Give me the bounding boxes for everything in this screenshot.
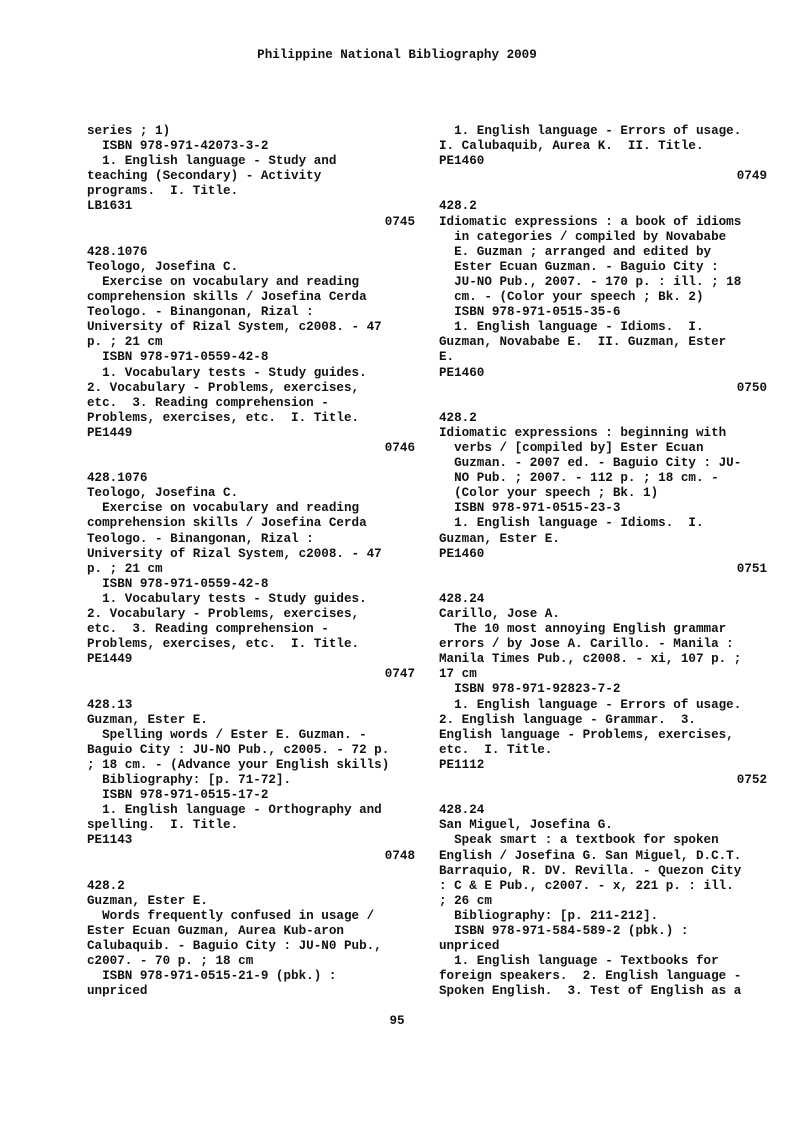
text-line: Guzman. - 2007 ed. - Baguio City : JU- xyxy=(439,456,742,471)
text-line: University of Rizal System, c2008. - 47 xyxy=(87,546,382,561)
text-line: ISBN 978-971-42073-3-2 xyxy=(87,139,269,154)
text-line: 1. English language - Errors of usage. xyxy=(439,124,742,138)
text-line: verbs / [compiled by] Ester Ecuan xyxy=(439,440,704,455)
text-line: 1. Vocabulary tests - Study guides. xyxy=(87,591,367,606)
text-line: 428.2 xyxy=(87,878,125,893)
left-column xyxy=(87,124,415,999)
blank-line xyxy=(87,682,415,697)
text-line: The 10 most annoying English grammar xyxy=(439,622,727,637)
text-line: 17 cm xyxy=(439,667,477,682)
text-line: PE1460 xyxy=(439,365,485,380)
text-line: etc. I. Title. xyxy=(439,742,553,757)
text-line: Teologo. - Binangonan, Rizal : xyxy=(87,305,314,320)
entry-number: 0747 xyxy=(384,667,415,682)
text-line: Manila Times Pub., c2008. - xi, 107 p. ; xyxy=(439,652,742,667)
text-line: 1. Vocabulary tests - Study guides. xyxy=(87,365,367,380)
blank-line xyxy=(439,788,767,803)
text-line: (Color your speech ; Bk. 1) xyxy=(439,486,659,501)
text-line: ISBN 978-971-584-589-2 (pbk.) : xyxy=(439,923,689,938)
page-number: 95 xyxy=(389,1014,405,1028)
text-line: spelling. I. Title. xyxy=(87,818,239,833)
text-line: PE1143 xyxy=(87,833,133,848)
text-line: Guzman, Ester E. xyxy=(87,712,208,727)
text-line: E. Guzman ; arranged and edited by xyxy=(439,244,712,259)
text-line: NO Pub. ; 2007. - 112 p. ; 18 cm. - xyxy=(439,471,719,486)
text-line: ISBN 978-971-0559-42-8 xyxy=(87,350,269,365)
text-line: unpriced xyxy=(87,984,148,999)
text-line: Exercise on vocabulary and reading xyxy=(87,501,360,516)
text-line: etc. 3. Reading comprehension - xyxy=(87,395,329,410)
text-line: ; 18 cm. - (Advance your English skills) xyxy=(87,757,390,772)
text-line: PE1449 xyxy=(87,425,133,440)
text-line: in categories / compiled by Novababe xyxy=(439,229,727,244)
text-line: teaching (Secondary) - Activity xyxy=(87,169,322,184)
blank-line xyxy=(87,456,415,471)
text-line: Idiomatic expressions : beginning with xyxy=(439,425,727,440)
text-line: Teologo. - Binangonan, Rizal : xyxy=(87,531,314,546)
text-line: etc. 3. Reading comprehension - xyxy=(87,622,329,637)
text-line: Carillo, Jose A. xyxy=(439,607,560,621)
text-line: Bibliography: [p. 71-72]. xyxy=(87,773,292,788)
text-line: Speak smart : a textbook for spoken xyxy=(439,833,719,848)
text-line: I. Calubaquib, Aurea K. II. Title. xyxy=(439,139,704,154)
text-line: ISBN 978-971-0515-21-9 (pbk.) : xyxy=(87,969,337,984)
text-line: PE1449 xyxy=(87,652,133,667)
text-line: Spelling words / Ester E. Guzman. - xyxy=(87,727,367,742)
text-line: Guzman, Novababe E. II. Guzman, Ester xyxy=(439,335,727,350)
text-line: 428.1076 xyxy=(87,471,148,486)
text-line: 428.24 xyxy=(439,803,485,818)
text-line: Guzman, Ester E. xyxy=(439,531,560,546)
text-line: Barraquio, R. DV. Revilla. - Quezon City xyxy=(439,863,742,878)
text-line: 1. English language - Errors of usage. xyxy=(439,697,742,712)
text-line: 1. English language - Study and xyxy=(87,154,337,169)
text-line: ISBN 978-971-92823-7-2 xyxy=(439,682,621,697)
text-line: 428.2 xyxy=(439,410,477,425)
text-line: 428.2 xyxy=(439,199,477,214)
text-line: 2. English language - Grammar. 3. xyxy=(439,712,696,727)
text-line: LB1631 xyxy=(87,199,133,214)
text-line: 1. English language - Idioms. I. xyxy=(439,516,704,531)
text-line: PE1460 xyxy=(439,154,485,169)
text-line: Spoken English. 3. Test of English as a xyxy=(439,984,742,999)
blank-line xyxy=(439,577,767,592)
text-line: Calubaquib. - Baguio City : JU-N0 Pub., xyxy=(87,939,382,954)
entry-number: 0745 xyxy=(384,214,415,229)
blank-line xyxy=(439,396,767,411)
text-line: 2. Vocabulary - Problems, exercises, xyxy=(87,607,360,621)
text-line: PE1460 xyxy=(439,546,485,561)
text-line: 1. English language - Idioms. I. xyxy=(439,320,704,335)
text-line: Baguio City : JU-NO Pub., c2005. - 72 p. xyxy=(87,742,390,757)
text-line: Teologo, Josefina C. xyxy=(87,259,239,274)
text-line: Ester Ecuan Guzman. - Baguio City : xyxy=(439,259,719,274)
text-line: 428.1076 xyxy=(87,244,148,259)
blank-line xyxy=(87,230,415,245)
blank-line xyxy=(87,864,415,879)
text-line: Teologo, Josefina C. xyxy=(87,486,239,501)
text-line: English language - Problems, exercises, xyxy=(439,727,734,742)
right-column xyxy=(439,124,767,999)
entry-number: 0748 xyxy=(384,848,415,863)
text-line: 428.13 xyxy=(87,697,133,712)
text-line: p. ; 21 cm xyxy=(87,335,163,350)
text-line: PE1112 xyxy=(439,757,485,772)
text-line: ISBN 978-971-0559-42-8 xyxy=(87,576,269,591)
text-line: series ; 1) xyxy=(87,124,171,138)
text-line: JU-NO Pub., 2007. - 170 p. : ill. ; 18 xyxy=(439,274,742,289)
text-line: p. ; 21 cm xyxy=(87,561,163,576)
text-line: ISBN 978-971-0515-23-3 xyxy=(439,501,621,516)
text-line: San Miguel, Josefina G. xyxy=(439,818,613,833)
text-line: E. xyxy=(439,350,455,365)
text-line: 1. English language - Orthography and xyxy=(87,803,382,818)
text-line: ISBN 978-971-0515-35-6 xyxy=(439,305,621,320)
text-line: ; 26 cm xyxy=(439,893,492,908)
text-line: 2. Vocabulary - Problems, exercises, xyxy=(87,380,360,395)
text-line: cm. - (Color your speech ; Bk. 2) xyxy=(439,290,704,305)
entry-number: 0751 xyxy=(736,561,767,576)
entry-number: 0750 xyxy=(736,380,767,395)
text-line: errors / by Jose A. Carillo. - Manila : xyxy=(439,637,734,652)
blank-line xyxy=(439,184,767,199)
text-line: unpriced xyxy=(439,939,500,954)
text-line: Exercise on vocabulary and reading xyxy=(87,274,360,289)
text-line: ISBN 978-971-0515-17-2 xyxy=(87,788,269,803)
text-line: English / Josefina G. San Miguel, D.C.T. xyxy=(439,848,742,863)
text-line: : C & E Pub., c2007. - x, 221 p. : ill. xyxy=(439,878,734,893)
text-line: comprehension skills / Josefina Cerda xyxy=(87,290,367,305)
entry-number: 0752 xyxy=(736,773,767,788)
text-line: Bibliography: [p. 211-212]. xyxy=(439,908,659,923)
text-line: programs. I. Title. xyxy=(87,184,239,199)
text-line: Idiomatic expressions : a book of idioms xyxy=(439,214,742,229)
text-line: Problems, exercises, etc. I. Title. xyxy=(87,637,360,652)
running-header: Philippine National Bibliography 2009 xyxy=(257,48,537,62)
text-line: 1. English language - Textbooks for xyxy=(439,954,719,969)
text-line: Words frequently confused in usage / xyxy=(87,908,375,923)
text-line: Problems, exercises, etc. I. Title. xyxy=(87,410,360,425)
text-line: Guzman, Ester E. xyxy=(87,893,208,908)
text-line: c2007. - 70 p. ; 18 cm xyxy=(87,954,254,969)
text-line: foreign speakers. 2. English language - xyxy=(439,969,742,984)
text-line: 428.24 xyxy=(439,591,485,606)
entry-number: 0749 xyxy=(736,169,767,184)
text-line: comprehension skills / Josefina Cerda xyxy=(87,516,367,531)
text-line: University of Rizal System, c2008. - 47 xyxy=(87,320,382,335)
entry-number: 0746 xyxy=(384,440,415,455)
text-line: Ester Ecuan Guzman, Aurea Kub-aron xyxy=(87,923,344,938)
